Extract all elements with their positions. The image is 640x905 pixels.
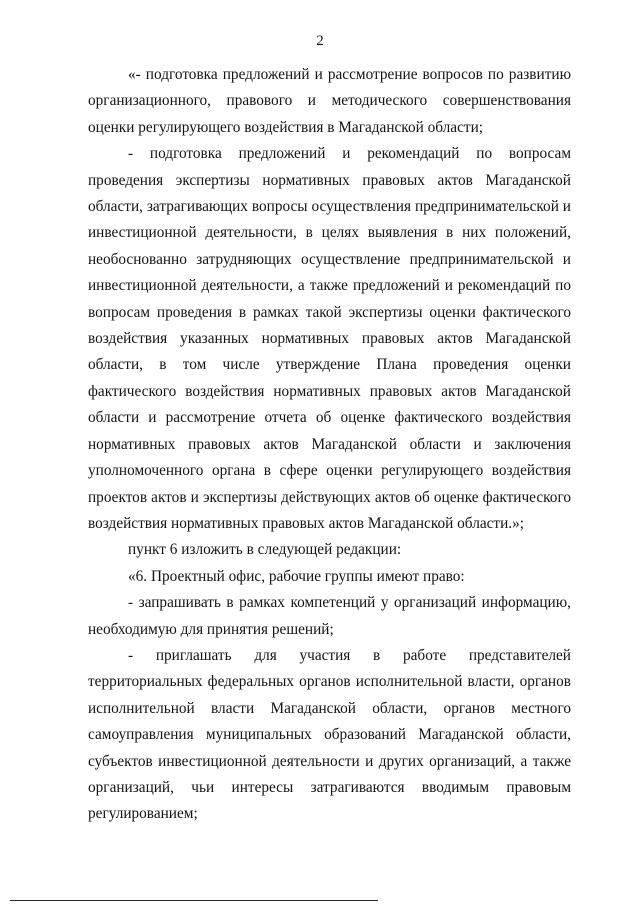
paragraph-point-6-title: «6. Проектный офис, рабочие группы имеют право: bbox=[128, 567, 465, 585]
paragraph-request-info: - запрашивать в рамках компетенций у организаций информацию, необходимую для принятия решений; bbox=[88, 594, 571, 638]
document-body bbox=[88, 62, 571, 828]
paragraph-methodology: «- подготовка предложений и рассмотрение вопросов по развитию организационного, правового и методического совершенствования оценки регулирующего воздействия в Магаданской области; bbox=[88, 66, 571, 136]
paragraph-expertise: - подготовка предложений и рекомендаций по вопросам проведения экспертизы нормативных правовых актов Магаданской области, затрагивающих вопросы осуществления предпринимательской и инвестиционной деятельности, в целях выявления в них положений, необоснованно затрудняющих осуществление предпринимательской и инвестиционной деятельности, а также предложений и рекомендаций по вопросам проведения в рамках такой экспертизы оценки фактического воздействия указанных нормативных правовых актов Магаданской области, в том числе утверждение Плана проведения оценки фактического воздействия нормативных правовых актов Магаданской области и рассмотрение отчета об оценке фактического воздействия нормативных правовых актов Магаданской области и заключения уполномоченного органа в сфере оценки регулирующего воздействия проектов актов и экспертизы действующих актов об оценке фактического воздействия нормативных правовых актов Магаданской области.»; bbox=[88, 145, 571, 532]
page-number: 2 bbox=[316, 33, 324, 49]
footer-rule bbox=[10, 900, 378, 901]
paragraph-point-6-intro: пункт 6 изложить в следующей редакции: bbox=[128, 541, 402, 559]
paragraph-invite-representatives: - приглашать для участия в работе представителей территориальных федеральных органов исполнительной власти, органов исполнительной власти Магаданской области, органов местного самоуправления муниципальных образований Магаданской области, субъектов инвестиционной деятельности и других организаций, а также организаций, чьи интересы затрагиваются вводимым правовым регулированием; bbox=[88, 646, 571, 823]
